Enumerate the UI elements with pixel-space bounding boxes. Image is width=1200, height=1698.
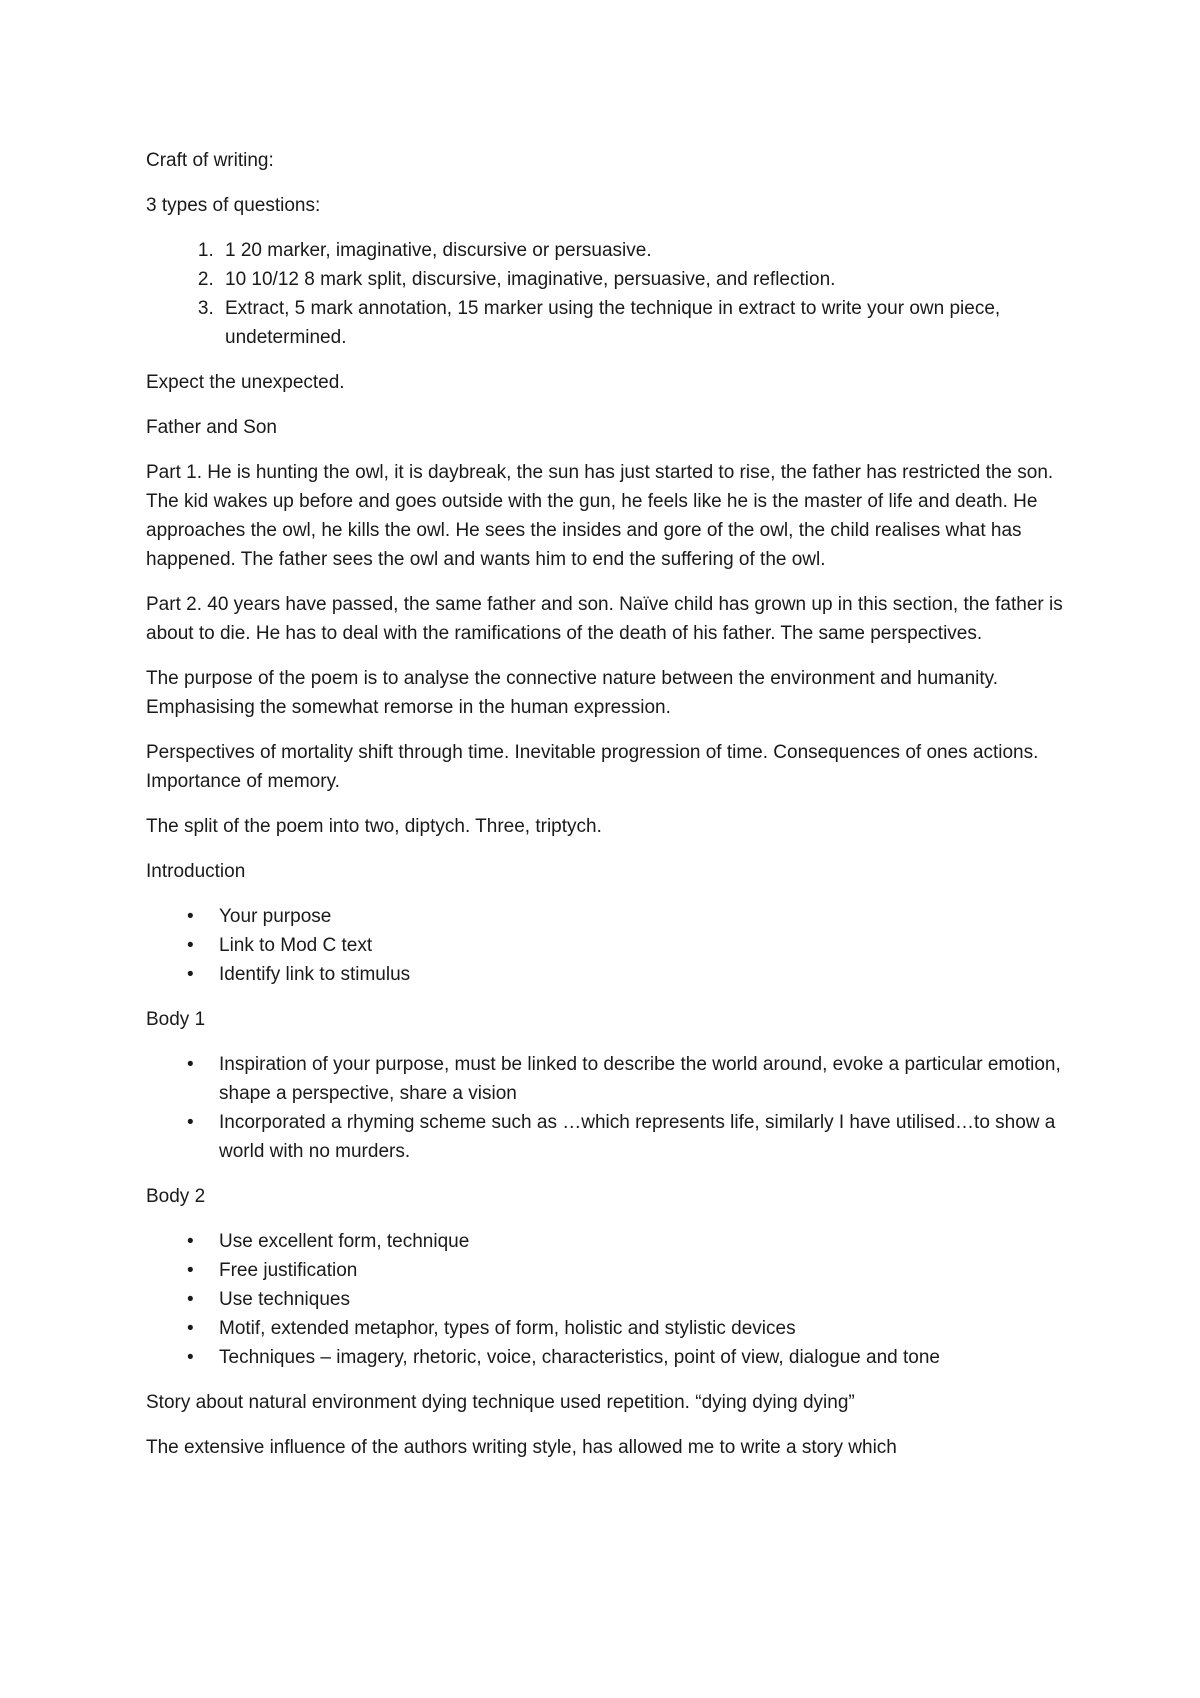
list-item: • Use excellent form, technique (219, 1227, 1066, 1256)
expect-line: Expect the unexpected. (146, 372, 345, 393)
introduction-heading: Introduction (146, 861, 246, 882)
body-1-heading: Body 1 (146, 1009, 206, 1030)
document-page (146, 146, 1066, 1478)
list-item: 3. Extract, 5 mark annotation, 15 marker using the technique in extract to write your own piece, undetermined. (219, 294, 1066, 352)
closing-paragraph: The extensive influence of the authors writing style, has allowed me to write a story which (146, 1437, 897, 1458)
part-1-paragraph: Part 1. He is hunting the owl, it is daybreak, the sun has just started to rise, the father has restricted the son. The kid wakes up before and goes outside with the gun, he feels like he is the master of life and death. He approaches the owl, he kills the owl. He sees the insides and gore of the owl, the child realises what has happened. The father sees the owl and wants him to end the suffering of the owl. (146, 462, 1054, 570)
question-types-intro: 3 types of questions: (146, 195, 321, 216)
purpose-paragraph: The purpose of the poem is to analyse the connective nature between the environment and humanity. Emphasising the somewhat remorse in the human expression. (146, 668, 999, 718)
list-item: 1. 1 20 marker, imaginative, discursive or persuasive. (219, 236, 1066, 265)
list-item: • Link to Mod C text (219, 931, 1066, 960)
document-heading: Craft of writing: (146, 150, 274, 171)
list-item: • Use techniques (219, 1285, 1066, 1314)
body-2-list (146, 1227, 1066, 1372)
body-1-list (146, 1050, 1066, 1166)
introduction-list (146, 902, 1066, 989)
part-2-paragraph: Part 2. 40 years have passed, the same father and son. Naïve child has grown up in this section, the father is about to die. He has to deal with the ramifications of the death of his father. The same perspectives. (146, 594, 1063, 644)
list-item: • Your purpose (219, 902, 1066, 931)
question-types-list (146, 236, 1066, 352)
list-item: • Incorporated a rhyming scheme such as …which represents life, similarly I have utilised…to show a world with no murders. (219, 1108, 1066, 1166)
list-item: • Motif, extended metaphor, types of form, holistic and stylistic devices (219, 1314, 1066, 1343)
split-paragraph: The split of the poem into two, diptych. Three, triptych. (146, 816, 602, 837)
body-2-heading: Body 2 (146, 1186, 206, 1207)
mortality-paragraph: Perspectives of mortality shift through time. Inevitable progression of time. Consequences of ones actions. Importance of memory. (146, 742, 1039, 792)
list-item: • Identify link to stimulus (219, 960, 1066, 989)
list-item: • Inspiration of your purpose, must be linked to describe the world around, evoke a particular emotion, shape a perspective, share a vision (219, 1050, 1066, 1108)
poem-title: Father and Son (146, 417, 277, 438)
list-item: • Free justification (219, 1256, 1066, 1285)
list-item: 2. 10 10/12 8 mark split, discursive, imaginative, persuasive, and reflection. (219, 265, 1066, 294)
list-item: • Techniques – imagery, rhetoric, voice, characteristics, point of view, dialogue and tone (219, 1343, 1066, 1372)
story-paragraph: Story about natural environment dying technique used repetition. “dying dying dying” (146, 1392, 855, 1413)
